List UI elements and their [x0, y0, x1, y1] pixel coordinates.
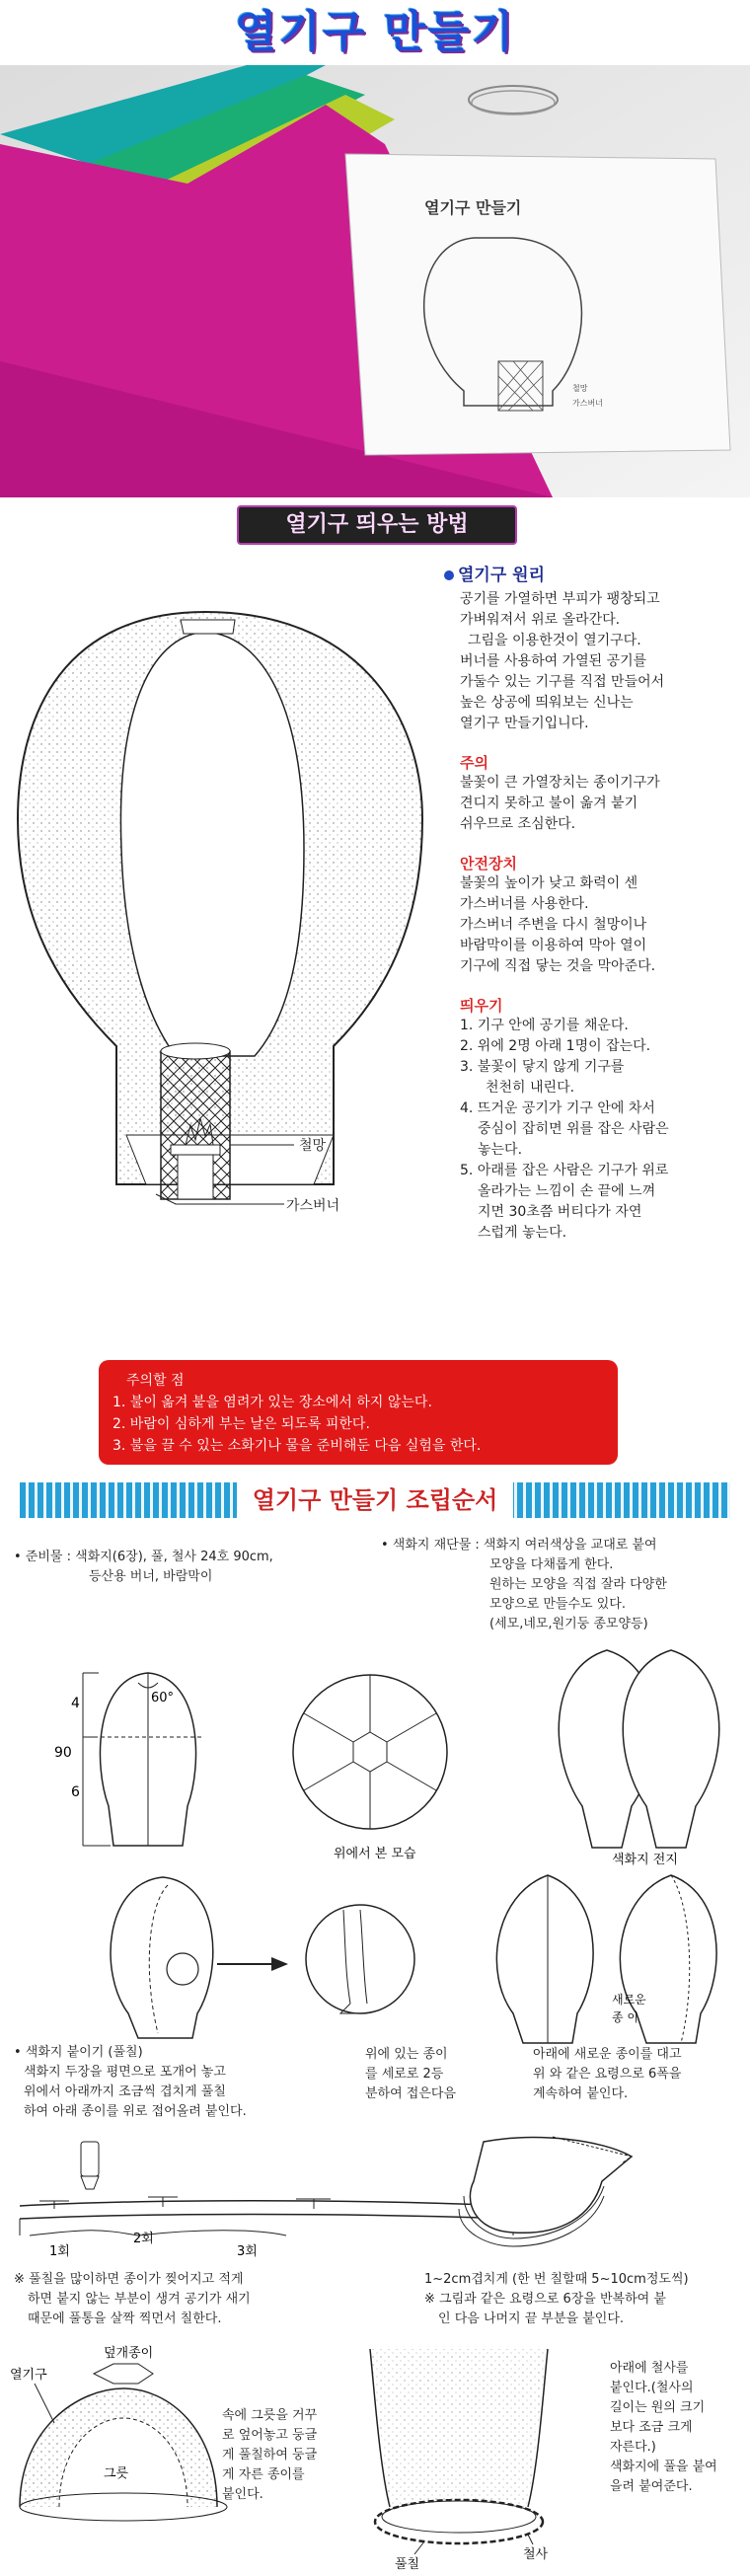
label-glue: 풀칠: [395, 2557, 420, 2572]
glue-note-line: ※ 풀칠을 많이하면 종이가 찢어지고 적게: [14, 2272, 244, 2287]
principle-line: 열기구 만들기입니다.: [460, 716, 589, 731]
wire-note-line: 색화지에 풀을 붙여: [610, 2460, 717, 2474]
dim-angle: 60°: [151, 1691, 175, 1705]
principle-body: [444, 589, 740, 734]
principle-heading-text: 열기구 원리: [458, 566, 546, 585]
principle-line: 그림을 이용한것이 열기구다.: [468, 633, 641, 648]
attach-line: 하여 아래 종이를 위로 접어올려 붙인다.: [24, 2104, 247, 2119]
bullet-icon: [444, 570, 454, 580]
caption-new-paper-1: 새로운: [612, 1993, 646, 2007]
wire-note: [610, 2359, 748, 2497]
wire-note-line: 아래에 철사를: [610, 2361, 689, 2376]
label-wire: 철사: [523, 2547, 549, 2562]
wire-note-line: 보다 조금 크게: [610, 2420, 693, 2435]
principle-heading: [444, 561, 740, 585]
warning-box: [99, 1360, 618, 1465]
caution-heading: 주의: [460, 754, 488, 772]
warning-item: 1. 불이 옮겨 붙을 염려가 있는 장소에서 하지 않는다.: [112, 1395, 432, 1410]
dim-4: 4: [71, 1696, 80, 1711]
label-balloon: 열기구: [10, 2368, 47, 2383]
overlap-note-line: ※ 그림과 같은 요령으로 6장을 반복하여 붙: [424, 2292, 666, 2307]
attach-line: 위에서 아래까지 조금씩 겹치게 풀칠: [24, 2084, 226, 2099]
warning-title: 주의할 점: [126, 1373, 185, 1389]
package-label-burner: 가스버너: [572, 399, 603, 408]
hero-photo: [0, 65, 750, 497]
fold-note-line: 를 세로로 2등: [365, 2067, 444, 2082]
fly-line: 놓는다.: [478, 1142, 523, 1158]
attach-line: 색화지 두장을 평면으로 포개어 놓고: [24, 2065, 226, 2080]
fly-line: 3. 불꽃이 닿지 않게 기구를: [460, 1059, 625, 1075]
assembly-diagrams-row1: [0, 1638, 750, 1865]
fly-line: 올라가는 느낌이 손 끝에 느껴: [478, 1183, 656, 1199]
materials-line: 등산용 버너, 바람막이: [89, 1569, 213, 1584]
safety-line: 기구에 직접 닿는 것을 막아준다.: [460, 958, 656, 974]
cutting-line: 모양으로 만들수도 있다.: [489, 1597, 626, 1612]
safety-line: 가스버너 주변을 다시 철망이나: [460, 917, 647, 933]
cover-note-line: 붙인다.: [222, 2487, 263, 2502]
cutting-line: 모양을 다채롭게 한다.: [489, 1557, 614, 1572]
wire-note-line: 붙인다.(철사의: [610, 2381, 694, 2395]
safety-line: 가스버너를 사용한다.: [460, 896, 589, 912]
caution-line: 쉬우므로 조심한다.: [460, 816, 576, 832]
top-view-hexagon: [293, 1675, 447, 1829]
glue-note: [14, 2270, 349, 2329]
caution-line: 불꽃이 큰 가열장치는 종이기구가: [460, 775, 660, 791]
how-to-fly-banner: 열기구 띄우는 방법: [237, 505, 517, 545]
page-title: 열기구 만들기: [234, 7, 516, 57]
fold-note-line: 위에 있는 종이: [365, 2047, 448, 2062]
fly-line: 중심이 잡히면 위를 잡은 사람은: [478, 1121, 669, 1137]
cover-note: [222, 2406, 360, 2505]
warning-item: 2. 바람이 심하게 부는 날은 되도록 피한다.: [112, 1416, 370, 1432]
fly-line: 2. 위에 2명 아래 1명이 잡는다.: [460, 1038, 651, 1054]
dim-6: 6: [71, 1784, 80, 1800]
overlap-note-line: 1~2cm겹치게 (한 번 칠할때 5~10cm정도씩): [424, 2272, 689, 2287]
assembly-title: 열기구 만들기 조립순서: [237, 1480, 513, 1520]
principle-line: 공기를 가열하면 부피가 팽창되고: [460, 591, 660, 607]
fly-line: 스럽게 놓는다.: [478, 1225, 567, 1241]
principle-line: 가둘수 있는 기구를 직접 만들어서: [460, 674, 665, 690]
safety-line: 바람막이를 이용하여 막아 열이: [460, 938, 647, 953]
assembly-diagrams-row2: [0, 1865, 750, 2053]
fly-heading: 띄우기: [460, 997, 503, 1015]
times-2: 2회: [133, 2232, 154, 2246]
caption-top-view: 위에서 본 모습: [334, 1847, 416, 1861]
glue-brush-icon: [81, 2142, 99, 2189]
cover-note-line: 속에 그릇을 거꾸: [222, 2408, 318, 2423]
caption-new-paper-2: 종 이: [612, 2010, 638, 2024]
caution-body: [444, 773, 740, 835]
cover-note-line: 게 풀칠하여 둥글: [222, 2448, 318, 2462]
package-title: 열기구 만들기: [424, 198, 522, 217]
sheet-shapes: [559, 1650, 718, 1848]
label-cover: 덮개종이: [104, 2346, 154, 2361]
principle-line: 높은 상공에 띄워보는 신나는: [460, 695, 634, 711]
fly-line: 4. 뜨거운 공기가 기구 안에 차서: [460, 1100, 655, 1116]
glue-diagram: [0, 2122, 750, 2270]
caption-sheets: 색화지 전지: [612, 1853, 678, 1865]
new-paper-line: 계속하여 붙인다.: [533, 2086, 629, 2101]
safety-heading: 안전장치: [460, 855, 517, 872]
cutting-line: • 색화지 재단물 : 색화지 여러색상을 교대로 붙여: [381, 1538, 657, 1553]
cutting-line: 원하는 모양을 직접 잘라 다양한: [489, 1577, 667, 1592]
cutting-text: [381, 1536, 746, 1634]
safety-body: [444, 873, 740, 977]
stacked-sheets: [459, 2137, 632, 2246]
fold-note: [365, 2045, 513, 2104]
package-label-mesh: 철망: [572, 384, 588, 393]
fly-line: 천천히 내린다.: [486, 1080, 575, 1096]
balloon-diagram: [8, 553, 442, 1352]
kit-package: [345, 154, 730, 455]
warning-item: 3. 불을 끌 수 있는 소화기나 물을 준비해둔 다음 실험을 한다.: [112, 1438, 482, 1454]
wire-note-line: 자른다.): [610, 2440, 656, 2455]
principle-line: 가벼워져서 위로 올라간다.: [460, 612, 621, 628]
attach-line: • 색화지 붙이기 (풀칠): [14, 2045, 143, 2060]
fly-line: 1. 기구 안에 공기를 채운다.: [460, 1018, 629, 1033]
dim-90: 90: [54, 1745, 72, 1761]
fold-note-line: 분하여 접은다음: [365, 2086, 457, 2101]
glue-note-line: 때문에 풀통을 살짝 찍먼서 칠한다.: [28, 2311, 222, 2326]
cutting-line: (세모,네모,원기둥 종모양등): [489, 1617, 648, 1631]
principle-section: [444, 561, 740, 1244]
cover-note-line: 게 자른 종이를: [222, 2467, 305, 2482]
label-bowl: 그릇: [104, 2466, 129, 2481]
overlap-note: [424, 2270, 748, 2329]
caution-line: 견디지 못하고 불이 옮겨 붙기: [460, 796, 638, 811]
new-paper-line: 위 와 같은 요령으로 6폭을: [533, 2067, 682, 2082]
principle-line: 버너를 사용하여 가열된 공기를: [460, 653, 647, 669]
materials-text: [14, 1548, 369, 1587]
new-paper-note: [533, 2045, 745, 2104]
wire-note-line: 을려 붙여준다.: [610, 2479, 693, 2494]
fly-line: 지면 30초쯤 버티다가 자연: [478, 1204, 642, 1220]
safety-line: 불꽃의 높이가 낮고 화력이 센: [460, 875, 638, 891]
attach-text: [14, 2043, 339, 2122]
times-3: 3회: [237, 2244, 258, 2259]
fly-line: 5. 아래를 잡은 사람은 기구가 위로: [460, 1163, 669, 1178]
label-mesh: 철망: [299, 1138, 327, 1154]
new-paper-line: 아래에 새로운 종이를 대고: [533, 2047, 682, 2062]
wire-note-line: 길이는 원의 크기: [610, 2400, 706, 2415]
materials-line: • 준비물 : 색화지(6장), 풀, 철사 24호 90cm,: [14, 1550, 273, 1564]
cover-note-line: 로 엎어놓고 둥글: [222, 2428, 318, 2443]
times-1: 1회: [49, 2244, 70, 2259]
overlap-note-line: 인 다음 나머지 끝 부분을 붙인다.: [438, 2311, 625, 2326]
hero-photo-drawing: [0, 65, 750, 497]
label-burner: 가스버너: [286, 1198, 340, 1214]
glue-note-line: 하면 붙지 않는 부분이 생겨 공기가 새기: [28, 2292, 251, 2307]
fly-body: [444, 1016, 740, 1244]
